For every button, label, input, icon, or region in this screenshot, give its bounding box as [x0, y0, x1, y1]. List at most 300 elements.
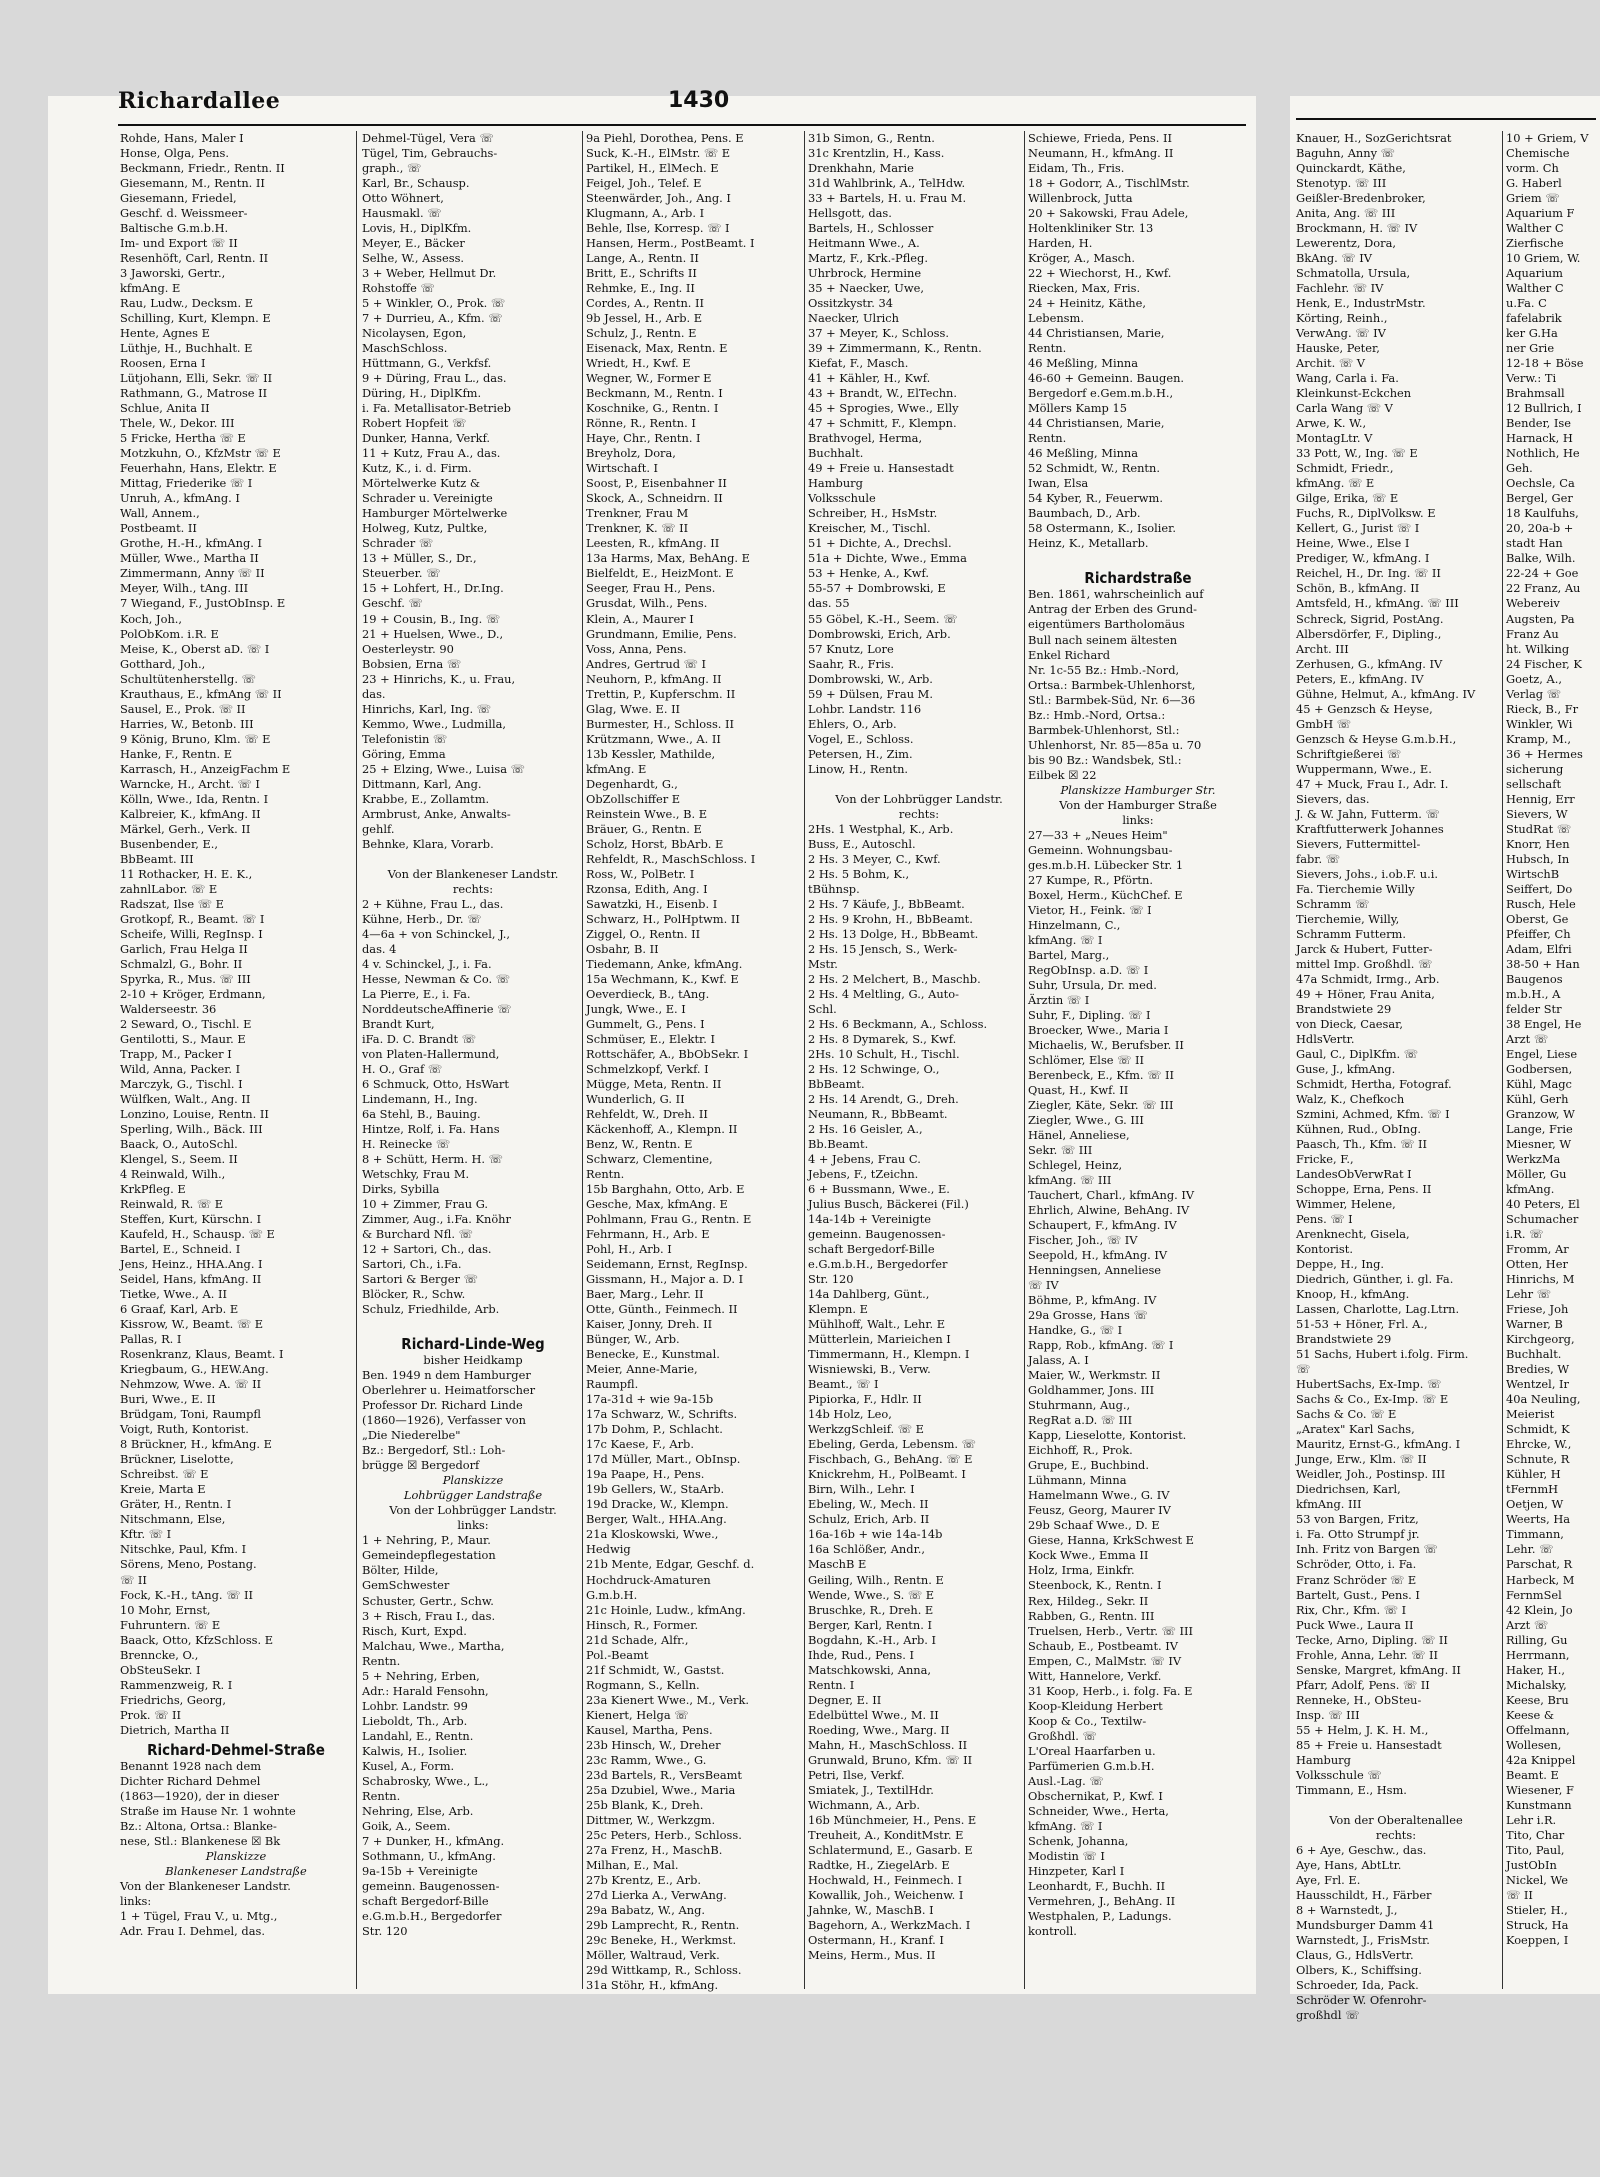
directory-entry: Fuhruntern. ☏ E [120, 1617, 221, 1632]
directory-entry: 25b Blank, K., Dreh. [586, 1797, 704, 1812]
directory-entry: Stl.: Barmbek-Süd, Nr. 6—36 [1028, 692, 1196, 707]
directory-entry: 22 + Wiechorst, H., Kwf. [1028, 266, 1172, 281]
directory-entry: Schrader ☏ [362, 536, 434, 551]
directory-entry: Rex, Hildeg., Sekr. II [1028, 1593, 1149, 1608]
directory-entry: Bb.Beamt. [808, 1137, 869, 1152]
directory-entry: Haye, Chr., Rentn. I [586, 431, 701, 446]
directory-entry: Brüdgam, Toni, Raumpfl [120, 1407, 262, 1422]
directory-entry: Zierfische [1506, 236, 1564, 251]
directory-entry: tFernmH [1506, 1482, 1559, 1497]
directory-entry: Rabben, G., Rentn. III [1028, 1608, 1155, 1623]
directory-entry: Koop-Kleidung Herbert [1028, 1698, 1163, 1713]
directory-entry: Feigel, Joh., Telef. E [586, 176, 702, 191]
directory-entry: Ben. 1861, wahrscheinlich auf [1028, 587, 1204, 602]
directory-entry: Wirtschaft. I [586, 461, 659, 476]
directory-entry: 37 + Meyer, K., Schloss. [808, 326, 949, 341]
directory-entry: i. Fa. Otto Strumpf jr. [1296, 1527, 1420, 1542]
directory-entry: Wollesen, [1506, 1737, 1562, 1752]
directory-column-5 [1028, 131, 1248, 1991]
directory-entry: Baack, Otto, KfzSchloss. E [120, 1632, 274, 1647]
directory-entry: sicherung [1506, 761, 1564, 776]
directory-entry: Uhrbrock, Hermine [808, 266, 922, 281]
directory-entry: Lewerentz, Dora, [1296, 236, 1396, 251]
directory-entry: Degenhardt, G., [586, 776, 678, 791]
directory-entry: 53 + Henke, A., Kwf. [808, 566, 929, 581]
directory-entry: Winkler, Wi [1506, 716, 1573, 731]
directory-entry: Hennig, Err [1506, 791, 1575, 806]
directory-entry: Kühl, Gerh [1506, 1092, 1569, 1106]
directory-entry: Bogdahn, K.-H., Arb. I [808, 1632, 936, 1647]
directory-entry: Seepold, H., kfmAng. IV [1028, 1248, 1168, 1263]
directory-entry: Tiedemann, Anke, kfmAng. [586, 956, 743, 971]
directory-entry: Friedrichs, Georg, [120, 1692, 226, 1707]
directory-entry: Schlegel, Heinz, [1028, 1158, 1123, 1173]
directory-entry: kfmAng. ☏ I [1028, 932, 1103, 947]
directory-entry: Zerhusen, G., kfmAng. IV [1296, 656, 1443, 671]
directory-entry: Treuheit, A., KonditMstr. E [808, 1827, 964, 1842]
directory-entry: Bz.: Hmb.-Nord, Ortsa.: [1028, 707, 1166, 722]
directory-entry: Bartel, Marg., [1028, 947, 1110, 962]
directory-entry: Schreck, Sigrid, PostAng. [1296, 611, 1444, 626]
directory-entry: Nickel, We [1506, 1872, 1569, 1887]
directory-entry: Nitschmann, Else, [120, 1512, 226, 1527]
directory-entry: Oechsle, Ca [1506, 476, 1575, 491]
directory-entry: Truelsen, Herb., Vertr. ☏ III [1028, 1623, 1193, 1638]
directory-entry: Mühlhoff, Walt., Lehr. E [808, 1317, 946, 1332]
directory-entry: großhdl ☏ [1296, 2007, 1360, 2022]
directory-entry: 27d Lierka A., VerwAng. [586, 1887, 727, 1902]
directory-entry: Pallas, R. I [120, 1332, 182, 1347]
directory-entry: 17a-31d + wie 9a-15b [586, 1392, 714, 1407]
directory-entry: Berger, Walt., HHA.Ang. [586, 1512, 727, 1527]
directory-entry: Bartel, E., Schneid. I [120, 1242, 241, 1257]
directory-entry: 59 + Dülsen, Frau M. [808, 686, 933, 701]
directory-column-2 [362, 131, 584, 1991]
directory-entry: Scheife, Willi, RegInsp. I [120, 926, 263, 941]
directory-entry: Klein, A., Maurer I [586, 611, 694, 626]
directory-entry: Wülfken, Walt., Ang. II [120, 1092, 251, 1106]
directory-entry: Bartels, H., Schlosser [808, 221, 934, 236]
directory-entry: 46 Meßling, Minna [1028, 356, 1139, 371]
directory-entry: Grothe, H.-H., kfmAng. I [120, 536, 263, 551]
directory-entry: Lehr i.R. [1506, 1812, 1557, 1827]
directory-entry: Timmermann, H., Klempn. I [808, 1347, 970, 1362]
directory-entry: Westphalen, P., Ladungs. [1028, 1908, 1172, 1923]
directory-entry: Brandt Kurt, [362, 1016, 435, 1031]
directory-entry: Diedrichsen, Karl, [1296, 1482, 1401, 1497]
directory-entry: Suhr, Ursula, Dr. med. [1028, 977, 1157, 992]
directory-entry: Goldhammer, Jons. III [1028, 1383, 1155, 1398]
directory-entry: 2Hs. 1 Westphal, K., Arb. [808, 821, 954, 836]
directory-entry: 33 Pott, W., Ing. ☏ E [1296, 446, 1418, 461]
directory-entry: Beamt. E [1506, 1767, 1559, 1782]
directory-entry: 8 Brückner, H., kfmAng. E [120, 1437, 272, 1452]
directory-entry: 58 Ostermann, K., Isolier. [1028, 521, 1176, 536]
directory-entry: Rix, Chr., Kfm. ☏ I [1296, 1602, 1407, 1617]
directory-entry: 8 + Warnstedt, J., [1296, 1902, 1398, 1917]
directory-entry: Friese, Joh [1506, 1302, 1569, 1317]
directory-entry: Kramp, M., [1506, 731, 1571, 746]
directory-entry: Schnute, R [1506, 1452, 1570, 1467]
directory-entry: Partikel, H., ElMech. E [586, 161, 719, 176]
directory-entry: das. 4 [362, 941, 397, 956]
directory-entry: Klugmann, A., Arb. I [586, 206, 705, 221]
directory-entry: Guse, J., kfmAng. [1296, 1061, 1396, 1076]
directory-entry: Timmann, E., Hsm. [1296, 1782, 1407, 1797]
directory-entry: Brockmann, H. ☏ IV [1296, 221, 1418, 236]
directory-entry: Landahl, E., Rentn. [362, 1728, 474, 1743]
directory-entry: Märkel, Gerh., Verk. II [120, 821, 251, 836]
directory-entry: Rammenzweig, R. I [120, 1677, 233, 1692]
directory-entry: ker G.Ha [1506, 326, 1558, 341]
directory-entry: Maier, W., Werkmstr. II [1028, 1368, 1161, 1383]
directory-entry: Martz, F., Krk.-Pfleg. [808, 251, 928, 266]
directory-entry: Andres, Gertrud ☏ I [586, 656, 707, 671]
directory-entry: ObSteuSekr. I [120, 1662, 201, 1677]
directory-entry: 31c Krentzlin, H., Kass. [808, 146, 945, 161]
directory-column-4 [808, 131, 1030, 1991]
directory-entry: Wimmer, Helene, [1296, 1197, 1396, 1212]
directory-entry: Hubsch, In [1506, 851, 1570, 866]
directory-entry: Thele, W., Dekor. III [120, 416, 235, 431]
directory-entry: Schmalzl, G., Bohr. II [120, 956, 243, 971]
directory-entry: 16a-16b + wie 14a-14b [808, 1527, 943, 1542]
directory-entry: Spyrka, R., Mus. ☏ III [120, 971, 251, 986]
directory-entry: Trenkner, Frau M [586, 506, 689, 521]
directory-entry: Voss, Anna, Pens. [586, 641, 687, 656]
directory-entry: 38-50 + Han [1506, 956, 1580, 971]
directory-entry: Gemeinn. Wohnungsbau- [1028, 842, 1173, 857]
directory-entry: e.G.m.b.H., Bergedorfer [808, 1257, 948, 1272]
directory-entry: Arenknecht, Gisela, [1296, 1227, 1410, 1242]
directory-entry: 47 + Muck, Frau I., Adr. I. [1296, 776, 1449, 791]
directory-entry: 22 Franz, Au [1506, 581, 1581, 596]
directory-entry: Schiewe, Frieda, Pens. II [1028, 131, 1173, 145]
directory-entry: Hamburg [1296, 1752, 1351, 1767]
directory-entry: 19 + Cousin, B., Ing. ☏ [362, 611, 501, 626]
directory-entry: Ossitzkystr. 34 [808, 296, 893, 311]
directory-entry: Geschf. d. Weissmeer- [120, 206, 248, 221]
directory-entry: Henk, E., IndustrMstr. [1296, 296, 1426, 311]
header-rule [118, 124, 1246, 126]
directory-entry: „Die Niederelbe" [362, 1428, 461, 1443]
directory-entry: Jungk, Wwe., E. I [586, 1001, 686, 1016]
section-direction: Von der Oberaltenallee [1329, 1812, 1463, 1827]
directory-entry: Berger, Karl, Rentn. I [808, 1617, 932, 1632]
directory-entry: 22-24 + Goe [1506, 566, 1579, 581]
directory-entry: Barmbek-Uhlenhorst, Stl.: [1028, 722, 1180, 737]
directory-entry: 29a Babatz, W., Ang. [586, 1902, 706, 1917]
directory-entry: 10 + Zimmer, Frau G. [362, 1197, 489, 1212]
directory-entry: Gissmann, H., Major a. D. I [586, 1272, 744, 1287]
directory-entry: MaschSchloss. [362, 341, 448, 356]
directory-entry: Ihde, Rud., Pens. I [808, 1647, 914, 1662]
directory-entry: Eidam, Th., Fris. [1028, 161, 1125, 176]
directory-entry: mittel Imp. Großhdl. ☏ [1296, 956, 1433, 971]
directory-entry: Schrader u. Vereinigte [362, 491, 493, 506]
directory-entry: Godbersen, [1506, 1061, 1573, 1076]
directory-entry: 5 + Winkler, O., Prok. ☏ [362, 296, 506, 311]
directory-entry: Willenbrock, Jutta [1028, 191, 1133, 206]
directory-entry: Neumann, H., kfmAng. II [1028, 146, 1174, 161]
directory-entry: 44 Christiansen, Marie, [1028, 326, 1165, 341]
directory-entry: Vermehren, J., BehAng. II [1028, 1893, 1176, 1908]
directory-entry: Lonzino, Louise, Rentn. II [120, 1107, 269, 1122]
directory-entry: „Aratex" Karl Sachs, [1296, 1422, 1415, 1437]
directory-entry: Wriedt, H., Kwf. E [586, 356, 691, 371]
directory-entry: KrkPfleg. E [120, 1182, 186, 1197]
section-direction: links: [1122, 812, 1154, 827]
directory-entry: Gräter, H., Rentn. I [120, 1497, 232, 1512]
directory-entry: 55-57 + Dombrowski, E [808, 581, 946, 596]
directory-entry: Rohstoffe ☏ [362, 281, 435, 296]
directory-entry: 6a Stehl, B., Bauing. [362, 1107, 481, 1122]
directory-entry [362, 852, 584, 867]
directory-entry: Großhdl. ☏ [1028, 1728, 1097, 1743]
directory-entry: Sothmann, U., kfmAng. [362, 1848, 496, 1863]
directory-entry: 51a + Dichte, Wwe., Emma [808, 551, 967, 566]
directory-entry: Schlömer, Else ☏ II [1028, 1052, 1145, 1067]
directory-entry: Düring, H., DiplKfm. [362, 386, 482, 401]
directory-entry: Cordes, A., Rentn. II [586, 296, 705, 311]
directory-entry: Bender, Ise [1506, 416, 1572, 431]
directory-entry: das. [362, 686, 386, 701]
directory-entry: Kühne, Herb., Dr. ☏ [362, 911, 482, 926]
directory-entry: Sievers, Johs., i.ob.F. u.i. [1296, 866, 1438, 881]
directory-entry: Paasch, Th., Kfm. ☏ II [1296, 1137, 1427, 1152]
directory-entry: Michaelis, W., Berufsber. II [1028, 1037, 1184, 1052]
directory-entry: 2 Hs. 3 Meyer, C., Kwf. [808, 851, 941, 866]
section-direction: Von der Lohbrügger Landstr. [389, 1503, 557, 1518]
directory-entry: Iwan, Elsa [1028, 476, 1089, 491]
directory-entry: Parschat, R [1506, 1557, 1573, 1572]
directory-entry: Wende, Wwe., S. ☏ E [808, 1587, 935, 1602]
directory-entry: Schriftgießerei ☏ [1296, 746, 1402, 761]
directory-entry: Gemeindepflegestation [362, 1548, 496, 1563]
directory-entry: Drenkhahn, Marie [808, 161, 914, 176]
directory-entry: 16a Schlößer, Andr., [808, 1542, 925, 1557]
directory-entry: graph., ☏ [362, 161, 422, 176]
directory-entry: Stuhrmann, Aug., [1028, 1398, 1131, 1413]
directory-entry: Kaiser, Jonny, Dreh. II [586, 1317, 713, 1332]
directory-entry: Schilling, Kurt, Klempn. E [120, 311, 271, 326]
directory-entry: FernmSel [1506, 1587, 1562, 1602]
directory-entry: Malchau, Wwe., Martha, [362, 1638, 505, 1653]
directory-entry: Roosen, Erna I [120, 356, 206, 371]
directory-entry: Fischbach, G., BehAng. ☏ E [808, 1452, 973, 1467]
directory-entry: 52 Schmidt, W., Rentn. [1028, 461, 1160, 476]
directory-entry: Fischer, Joh., ☏ IV [1028, 1233, 1138, 1248]
directory-entry: 23d Bartels, R., VersBeamt [586, 1767, 742, 1782]
directory-entry: JustObIn [1506, 1857, 1557, 1872]
directory-entry: Mauritz, Ernst-G., kfmAng. I [1296, 1437, 1461, 1452]
directory-entry: Lehr. ☏ [1506, 1542, 1554, 1557]
directory-entry: Fricke, F., [1296, 1152, 1354, 1167]
directory-entry: Voigt, Ruth, Kontorist. [120, 1422, 249, 1437]
directory-entry: Franz Au [1506, 626, 1559, 641]
directory-entry: Handke, G., ☏ I [1028, 1323, 1123, 1338]
directory-entry: Haker, H., [1506, 1662, 1565, 1677]
directory-entry: 13a Harms, Max, BehAng. E [586, 551, 750, 566]
directory-entry: Kowallik, Joh., Weichenw. I [808, 1887, 964, 1902]
directory-entry: Schmelzkopf, Verkf. I [586, 1061, 709, 1076]
directory-entry: Schmüser, E., Elektr. I [586, 1031, 715, 1046]
directory-entry: Ehrlich, Alwine, BehAng. IV [1028, 1203, 1190, 1218]
directory-entry: 14b Holz, Leo, [808, 1407, 892, 1422]
directory-entry: 21f Schmidt, W., Gastst. [586, 1662, 725, 1677]
directory-entry: Mügge, Meta, Rentn. II [586, 1076, 722, 1091]
directory-entry: Bräuer, G., Rentn. E [586, 821, 702, 836]
directory-entry: Benz, W., Rentn. E [586, 1137, 693, 1152]
directory-entry: Miesner, W [1506, 1137, 1572, 1152]
directory-entry: 2 Hs. 13 Dolge, H., BbBeamt. [808, 926, 979, 941]
directory-entry: kfmAng. ☏ III [1028, 1173, 1112, 1188]
directory-entry: Reichel, H., Dr. Ing. ☏ II [1296, 566, 1441, 581]
directory-entry: Warnstedt, J., FrisMstr. [1296, 1932, 1430, 1947]
directory-entry: Anita, Ang. ☏ III [1296, 206, 1396, 221]
directory-entry: 47a Schmidt, Irmg., Arb. [1296, 971, 1440, 986]
directory-entry: 10 Mohr, Ernst, [120, 1602, 211, 1617]
directory-entry: Edelbüttel Wwe., M. II [808, 1707, 939, 1722]
directory-entry: Wall, Annem., [120, 506, 200, 521]
directory-entry: Tietke, Wwe., A. II [120, 1287, 227, 1302]
directory-entry: Ziegler, Wwe., G. III [1028, 1113, 1144, 1127]
directory-entry: MontagLtr. V [1296, 431, 1373, 446]
directory-entry: 2-10 + Kröger, Erdmann, [120, 986, 266, 1001]
directory-entry: Sartori, Ch., i.Fa. [362, 1257, 462, 1272]
directory-entry: Sievers, das. [1296, 791, 1370, 806]
directory-entry: Krabbe, E., Zollamtm. [362, 791, 490, 806]
map-reference: Planskizze Hamburger Str. [1060, 782, 1216, 797]
section-direction: rechts: [898, 806, 940, 821]
directory-entry: 21a Kloskowski, Wwe., [586, 1527, 719, 1542]
directory-entry: gemeinn. Baugenossen- [362, 1878, 500, 1893]
directory-entry: 6 + Bussmann, Wwe., E. [808, 1182, 950, 1197]
directory-entry: Pipiorka, F., Hdlr. II [808, 1392, 922, 1407]
directory-entry: Schmidt, Hertha, Fotograf. [1296, 1076, 1452, 1091]
directory-entry: Harnack, H [1506, 431, 1573, 446]
directory-entry: Schaupert, F., kfmAng. IV [1028, 1218, 1177, 1233]
directory-entry: Schreibst. ☏ E [120, 1467, 209, 1482]
directory-entry: Aquarium F [1506, 206, 1575, 221]
directory-entry: Arwe, K. W., [1296, 416, 1367, 431]
directory-entry: 6 + Aye, Geschw., das. [1296, 1842, 1427, 1857]
directory-entry: kfmAng. E [586, 761, 647, 776]
directory-entry: Schl. [808, 1001, 837, 1016]
directory-entry: ☏ [1296, 1362, 1311, 1377]
directory-entry: Wegner, W., Former E [586, 371, 712, 386]
directory-entry: Giesemann, Friedel, [120, 191, 237, 206]
directory-entry: Brückner, Liselotte, [120, 1452, 234, 1467]
directory-entry: Ebeling, Gerda, Lebensm. ☏ [808, 1437, 976, 1452]
directory-entry: 25 + Elzing, Wwe., Luisa ☏ [362, 761, 525, 776]
directory-entry: 3 + Risch, Frau I., das. [362, 1608, 496, 1623]
directory-entry: Käckenhoff, A., Klempn. II [586, 1122, 738, 1137]
directory-entry: Lange, Frie [1506, 1122, 1573, 1137]
directory-entry: Lühmann, Minna [1028, 1473, 1127, 1488]
directory-entry: 17b Dohm, P., Schlacht. [586, 1422, 723, 1437]
directory-entry: Krützmann, Wwe., A. II [586, 731, 721, 746]
directory-entry: Wetschky, Frau M. [362, 1167, 470, 1182]
directory-entry: Diedrich, Günther, i. gl. Fa. [1296, 1272, 1454, 1287]
directory-entry: 18 + Godorr, A., TischlMstr. [1028, 176, 1190, 191]
directory-entry: 27 Kumpe, R., Pförtn. [1028, 872, 1153, 887]
directory-entry: 15 + Lohfert, H., Dr.Ing. [362, 581, 504, 596]
directory-entry: Knorr, Hen [1506, 836, 1570, 851]
directory-entry: Sievers, W [1506, 806, 1568, 821]
directory-entry: Seidemann, Ernst, RegInsp. [586, 1257, 748, 1272]
directory-entry: 39 + Zimmermann, K., Rentn. [808, 341, 982, 356]
directory-entry: Tügel, Tim, Gebrauchs- [362, 146, 498, 161]
directory-entry: Adr.: Harald Fensohn, [362, 1683, 489, 1698]
directory-entry: 29d Wittkamp, R., Schloss. [586, 1962, 742, 1977]
directory-entry: Offelmann, [1506, 1722, 1570, 1737]
directory-entry: GemSchwester [362, 1578, 450, 1593]
directory-entry: Geißler-Bredenbroker, [1296, 191, 1426, 206]
directory-entry: iFa. D. C. Brandt ☏ [362, 1031, 476, 1046]
directory-entry: Obschernikat, P., Kwf. I [1028, 1788, 1163, 1803]
directory-entry: Sausel, E., Prok. ☏ II [120, 701, 246, 716]
directory-entry: fafelabrik [1506, 311, 1562, 326]
directory-entry: von Platen-Hallermund, [362, 1046, 500, 1061]
directory-entry: Giese, Hanna, KrkSchwest E [1028, 1533, 1194, 1548]
directory-entry: Sievers, Futtermittel- [1296, 836, 1421, 851]
directory-entry: Pol.-Beamt [586, 1647, 649, 1662]
directory-entry: 55 Göbel, K.-H., Seem. ☏ [808, 611, 958, 626]
directory-entry: 23 + Hinrichs, K., u. Frau, [362, 671, 516, 686]
directory-entry: Lohbr. Landstr. 99 [362, 1698, 468, 1713]
directory-entry: Goetz, A., [1506, 671, 1562, 686]
directory-entry: Pohl, H., Arb. I [586, 1242, 672, 1257]
directory-entry: 7 Wiegand, F., JustObInsp. E [120, 596, 286, 611]
directory-entry: Rieck, B., Fr [1506, 701, 1579, 716]
directory-entry: Witt, Hannelore, Verkf. [1028, 1668, 1162, 1683]
directory-entry: Wild, Anna, Packer. I [120, 1061, 241, 1076]
directory-entry: kontroll. [1028, 1923, 1077, 1938]
directory-entry: 1 + Tügel, Frau V., u. Mtg., [120, 1908, 278, 1923]
directory-entry: Modistin ☏ I [1028, 1848, 1105, 1863]
directory-entry: Körting, Reinh., [1296, 311, 1388, 326]
directory-entry: Aquarium [1506, 266, 1563, 281]
directory-entry: Otte, Günth., Feinmech. II [586, 1302, 738, 1317]
directory-entry: Im- und Export ☏ II [120, 236, 238, 251]
directory-entry: Nehmzow, Wwe. A. ☏ II [120, 1377, 262, 1392]
directory-entry: 3 + Weber, Hellmut Dr. [362, 266, 497, 281]
directory-entry: Dunker, Hanna, Verkf. [362, 431, 491, 446]
directory-entry: Lehr ☏ [1506, 1287, 1551, 1302]
directory-entry: Fromm, Ar [1506, 1242, 1569, 1257]
directory-entry: kfmAng. III [1296, 1497, 1362, 1512]
directory-entry: 21d Schade, Alfr., [586, 1632, 689, 1647]
directory-entry: Wisniewski, B., Verw. [808, 1362, 931, 1377]
directory-entry: 14a-14b + Vereinigte [808, 1212, 932, 1227]
directory-entry: Radtke, H., ZiegelArb. E [808, 1857, 950, 1872]
directory-entry: Dirks, Sybilla [362, 1182, 440, 1197]
directory-entry: Hüttmann, G., Verkfsf. [362, 356, 492, 371]
directory-entry: Bergel, Ger [1506, 491, 1573, 506]
directory-entry: Vogel, E., Schloss. [808, 731, 914, 746]
directory-entry: 6 Schmuck, Otto, HsWart [362, 1076, 509, 1091]
map-reference: Planskizze [205, 1848, 267, 1863]
directory-entry: Petersen, H., Zim. [808, 746, 913, 761]
directory-entry: Bölter, Hilde, [362, 1563, 439, 1578]
directory-entry: Schultütenherstellg. ☏ [120, 671, 256, 686]
directory-entry: Hamburg [808, 476, 863, 491]
directory-entry: Postbeamt. II [120, 521, 197, 536]
directory-entry: Feuerhahn, Hans, Elektr. E [120, 461, 277, 476]
directory-entry: 42 Klein, Jo [1506, 1602, 1573, 1617]
directory-entry: Str. 120 [808, 1272, 854, 1287]
